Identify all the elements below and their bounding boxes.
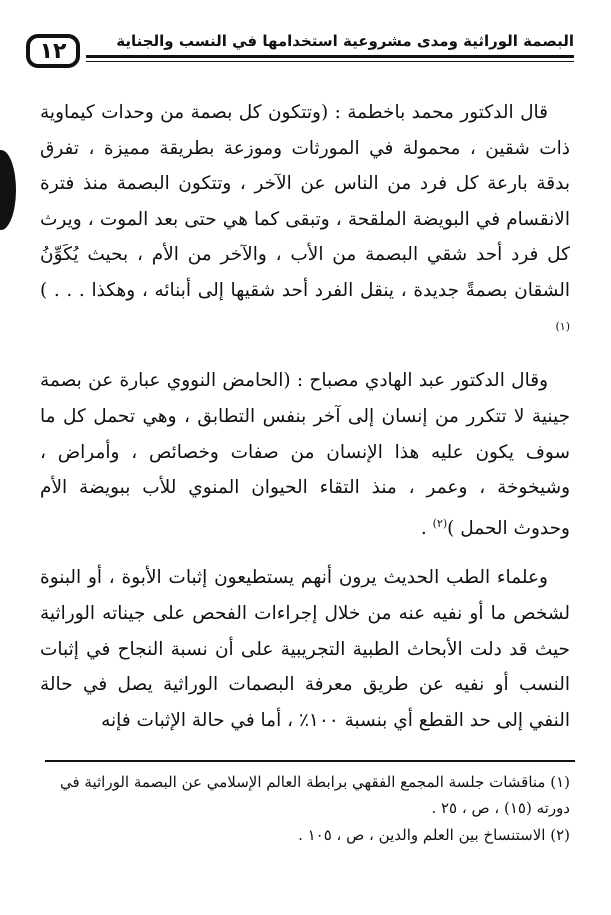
footnote-ref-2: (٢) — [432, 516, 448, 530]
footnote-2: (٢) الاستنساخ بين العلم والدين ، ص ، ١٠٥ . — [298, 826, 570, 844]
paragraph-3-text: وعلماء الطب الحديث يرون أنهم يستطيعون إثبات الأبوة ، أو البنوة لشخص ما أو نفيه عنه من خلال إجراءات الفحص على جيناته الوراثية حيث قد دلت الأبحاث الطبية التجريبية على أن نسبة النجاح في إثبات النسب أو نفيه عن طريق معرفة البصمات الوراثية يصل في حالة النفي إلى حد القطع أي بنسبة ١٠٠٪ ، أما في حالة الإثبات فإنه — [40, 567, 570, 731]
main-text — [40, 95, 570, 752]
page-number: ١٢ — [26, 34, 80, 68]
paragraph-2 — [40, 363, 570, 546]
header-rule-thick — [86, 55, 574, 58]
paragraph-2-tail: . — [420, 517, 433, 539]
header-rule-thin — [86, 61, 574, 62]
paragraph-2-text: وقال الدكتور عبد الهادي مصباح : (الحامض النووي عبارة عن بصمة جينية لا تتكرر من إنسان إلى آخر بنفس التطابق ، وهي تحمل كل ما سوف يكون عليه هذا الإنسان من صفات وخصائص ، وأمراض ، وشيخوخة ، وعمر ، منذ التقاء الحيوان المنوي للأب ببويضة الأم وحدوث الحمل ) — [40, 370, 570, 539]
page-header — [26, 32, 574, 72]
paragraph-1-text: قال الدكتور محمد باخطمة : (وتتكون كل بصمة من وحدات كيماوية ذات شقين ، محمولة في المورثات وموزعة بطريقة مميزة ، تفرق بدقة بارعة كل فرد من الناس عن الآخر ، وتتكون البصمة منذ فترة الانقسام في البويضة الملقحة ، وتبقى كما هي حتى بعد الموت ، ويرث كل فرد أحد شقي البصمة من الأب ، والآخر من الأم ، بحيث يُكَوِّنُ الشقان بصمةً جديدة ، ينقل الفرد أحد شقيها إلى أبنائه ، وهكذا . . . ) — [40, 102, 570, 301]
paragraph-1 — [40, 95, 570, 349]
footnote-separator — [45, 760, 575, 762]
paragraph-3 — [40, 560, 570, 738]
footnotes — [40, 770, 570, 851]
footnote-1: (١) مناقشات جلسة المجمع الفقهي برابطة العالم الإسلامي عن البصمة الوراثية في دورته (١٥) ، ص ، ٢٥ . — [59, 773, 570, 817]
running-title: البصمة الوراثية ومدى مشروعية استخدامها في النسب والجناية — [116, 32, 574, 50]
scan-edge-mark — [0, 150, 16, 230]
footnote-ref-1: (١) — [555, 319, 570, 333]
